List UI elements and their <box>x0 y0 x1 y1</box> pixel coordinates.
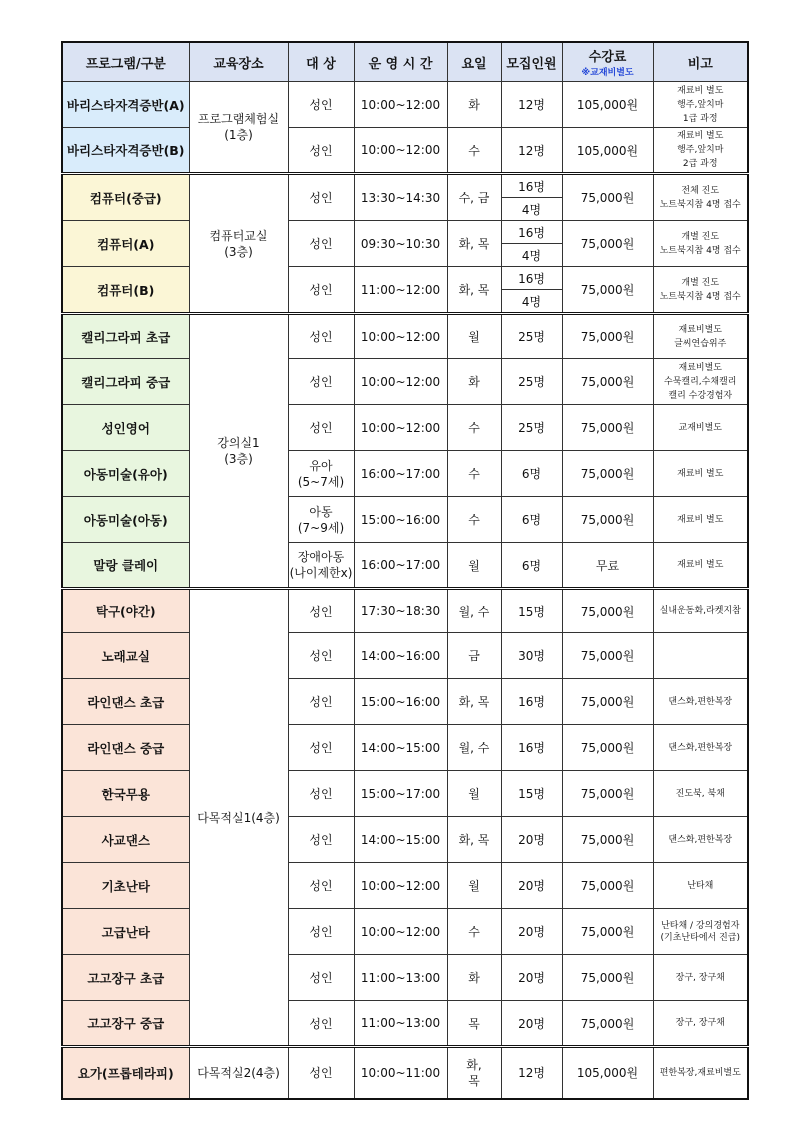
program-name: 성인영어 <box>62 405 189 451</box>
target-cell: 성인 <box>288 1047 354 1099</box>
time-cell: 10:00~12:00 <box>354 863 447 909</box>
program-name: 사교댄스 <box>62 817 189 863</box>
count-cell: 15명 <box>501 771 562 817</box>
target-cell: 성인 <box>288 817 354 863</box>
day-cell: 월, 수 <box>447 589 501 633</box>
target-cell: 성인 <box>288 405 354 451</box>
target-cell: 성인 <box>288 314 354 359</box>
target-cell: 성인 <box>288 359 354 405</box>
note-cell: 진도북, 북채 <box>653 771 748 817</box>
count-cell: 25명 <box>501 359 562 405</box>
time-cell: 10:00~12:00 <box>354 314 447 359</box>
note-cell: 재료비 별도 <box>653 497 748 543</box>
table-row <box>62 909 748 955</box>
header-note: 비고 <box>653 42 748 82</box>
target-cell: 성인 <box>288 589 354 633</box>
note-cell <box>653 633 748 679</box>
fee-cell: 75,000원 <box>562 1001 653 1047</box>
fee-cell: 75,000원 <box>562 497 653 543</box>
time-cell: 10:00~12:00 <box>354 909 447 955</box>
day-cell: 화, 목 <box>447 817 501 863</box>
header-day: 요일 <box>447 42 501 82</box>
table-row <box>62 725 748 771</box>
count-cell: 12명 <box>501 82 562 128</box>
fee-cell: 무료 <box>562 543 653 589</box>
target-cell: 성인 <box>288 679 354 725</box>
count-cell: 12명 <box>501 128 562 174</box>
count-cell: 20명 <box>501 817 562 863</box>
note-cell: 개별 진도 노트북지참 4명 접수 <box>653 267 748 314</box>
header-row <box>62 42 748 82</box>
time-cell: 09:30~10:30 <box>354 221 447 267</box>
place-cell: 다목적실2(4층) <box>189 1047 288 1099</box>
time-cell: 10:00~12:00 <box>354 128 447 174</box>
count-cell: 25명 <box>501 405 562 451</box>
target-cell: 성인 <box>288 1001 354 1047</box>
count-cell: 16명 <box>501 679 562 725</box>
program-schedule-table <box>61 41 749 1100</box>
header-count: 모집인원 <box>501 42 562 82</box>
note-cell: 재료비 별도 <box>653 543 748 589</box>
time-cell: 14:00~15:00 <box>354 817 447 863</box>
program-name: 고고장구 중급 <box>62 1001 189 1047</box>
target-cell: 성인 <box>288 863 354 909</box>
count-cell: 20명 <box>501 955 562 1001</box>
count-cell: 25명 <box>501 314 562 359</box>
note-cell: 장구, 장구채 <box>653 955 748 1001</box>
note-cell: 재료비별도 글씨연습위주 <box>653 314 748 359</box>
note-cell: 재료비별도 수묵캘리,수채캘리 캘리 수강경험자 <box>653 359 748 405</box>
header-place: 교육장소 <box>189 42 288 82</box>
count-cell: 6명 <box>501 543 562 589</box>
table-row <box>62 359 748 405</box>
header-fee-label: 수강료 <box>588 50 627 65</box>
count-laptop-cell: 4명 <box>501 290 562 314</box>
program-name: 말랑 클레이 <box>62 543 189 589</box>
time-cell: 15:00~16:00 <box>354 497 447 543</box>
day-cell: 월 <box>447 543 501 589</box>
table-row <box>62 451 748 497</box>
header-fee-note: ※교재비별도 <box>581 68 634 78</box>
table-row <box>62 863 748 909</box>
table-row <box>62 405 748 451</box>
table-row <box>62 817 748 863</box>
day-cell: 수 <box>447 451 501 497</box>
time-cell: 16:00~17:00 <box>354 543 447 589</box>
target-cell: 성인 <box>288 633 354 679</box>
count-cell: 16명 <box>501 725 562 771</box>
day-cell: 월 <box>447 863 501 909</box>
table-row <box>62 543 748 589</box>
target-cell: 성인 <box>288 771 354 817</box>
count-cell: 20명 <box>501 1001 562 1047</box>
program-name: 라인댄스 중급 <box>62 725 189 771</box>
time-cell: 17:30~18:30 <box>354 589 447 633</box>
time-cell: 16:00~17:00 <box>354 451 447 497</box>
day-cell: 화, 목 <box>447 267 501 314</box>
table-row <box>62 633 748 679</box>
fee-cell: 75,000원 <box>562 314 653 359</box>
count-cell: 16명 <box>501 174 562 198</box>
count-cell: 12명 <box>501 1047 562 1099</box>
count-cell: 30명 <box>501 633 562 679</box>
table-row <box>62 314 748 359</box>
fee-cell: 75,000원 <box>562 267 653 314</box>
target-cell: 성인 <box>288 221 354 267</box>
fee-cell: 75,000원 <box>562 909 653 955</box>
fee-cell: 75,000원 <box>562 359 653 405</box>
target-cell: 성인 <box>288 725 354 771</box>
time-cell: 14:00~15:00 <box>354 725 447 771</box>
count-cell: 20명 <box>501 863 562 909</box>
count-laptop-cell: 4명 <box>501 244 562 267</box>
fee-cell: 75,000원 <box>562 451 653 497</box>
table-row <box>62 174 748 198</box>
program-name: 캘리그라피 중급 <box>62 359 189 405</box>
day-cell: 월, 수 <box>447 725 501 771</box>
day-cell: 월 <box>447 771 501 817</box>
place-cell: 다목적실1(4층) <box>189 589 288 1047</box>
time-cell: 11:00~13:00 <box>354 1001 447 1047</box>
program-name: 컴퓨터(중급) <box>62 174 189 221</box>
day-cell: 화 <box>447 359 501 405</box>
day-cell: 화, 목 <box>447 1047 501 1099</box>
day-cell: 목 <box>447 1001 501 1047</box>
note-cell: 댄스화,편한복장 <box>653 679 748 725</box>
program-name: 탁구(야간) <box>62 589 189 633</box>
target-cell: 아동 (7~9세) <box>288 497 354 543</box>
note-cell: 재료비 별도 행주,앞치마 2급 과정 <box>653 128 748 174</box>
note-cell: 장구, 장구채 <box>653 1001 748 1047</box>
note-cell: 교재비별도 <box>653 405 748 451</box>
target-cell: 성인 <box>288 909 354 955</box>
fee-cell: 75,000원 <box>562 817 653 863</box>
fee-cell: 75,000원 <box>562 589 653 633</box>
table-row <box>62 128 748 174</box>
fee-cell: 75,000원 <box>562 633 653 679</box>
table-row <box>62 82 748 128</box>
fee-cell: 75,000원 <box>562 725 653 771</box>
target-cell: 성인 <box>288 82 354 128</box>
target-cell: 장애아동 (나이제한x) <box>288 543 354 589</box>
table-row <box>62 679 748 725</box>
day-cell: 금 <box>447 633 501 679</box>
time-cell: 10:00~12:00 <box>354 359 447 405</box>
count-cell: 6명 <box>501 497 562 543</box>
note-cell: 실내운동화,라켓지참 <box>653 589 748 633</box>
time-cell: 14:00~16:00 <box>354 633 447 679</box>
note-cell: 댄스화,편한복장 <box>653 725 748 771</box>
place-cell: 강의실1 (3층) <box>189 314 288 589</box>
count-laptop-cell: 4명 <box>501 198 562 221</box>
table-row <box>62 1047 748 1099</box>
program-name: 요가(프롭테라피) <box>62 1047 189 1099</box>
program-name: 한국무용 <box>62 771 189 817</box>
program-name: 기초난타 <box>62 863 189 909</box>
count-cell: 6명 <box>501 451 562 497</box>
program-name: 고급난타 <box>62 909 189 955</box>
day-cell: 화 <box>447 82 501 128</box>
program-name: 바리스타자격증반(A) <box>62 82 189 128</box>
time-cell: 11:00~13:00 <box>354 955 447 1001</box>
header-target: 대 상 <box>288 42 354 82</box>
day-cell: 화, 목 <box>447 679 501 725</box>
fee-cell: 105,000원 <box>562 1047 653 1099</box>
count-cell: 20명 <box>501 909 562 955</box>
day-cell: 수 <box>447 909 501 955</box>
fee-cell: 105,000원 <box>562 128 653 174</box>
target-cell: 성인 <box>288 955 354 1001</box>
target-cell: 성인 <box>288 128 354 174</box>
table-row <box>62 497 748 543</box>
day-cell: 수 <box>447 128 501 174</box>
fee-cell: 75,000원 <box>562 955 653 1001</box>
note-cell: 재료비 별도 행주,앞치마 1급 과정 <box>653 82 748 128</box>
program-name: 라인댄스 초급 <box>62 679 189 725</box>
time-cell: 10:00~12:00 <box>354 405 447 451</box>
fee-cell: 75,000원 <box>562 771 653 817</box>
program-name: 컴퓨터(B) <box>62 267 189 314</box>
note-cell: 전체 진도 노트북지참 4명 접수 <box>653 174 748 221</box>
count-cell: 16명 <box>501 267 562 290</box>
fee-cell: 75,000원 <box>562 405 653 451</box>
program-name: 아동미술(아동) <box>62 497 189 543</box>
target-cell: 유아 (5~7세) <box>288 451 354 497</box>
time-cell: 10:00~12:00 <box>354 82 447 128</box>
program-name: 노래교실 <box>62 633 189 679</box>
header-fee <box>562 42 653 82</box>
time-cell: 13:30~14:30 <box>354 174 447 221</box>
program-name: 바리스타자격증반(B) <box>62 128 189 174</box>
table-row <box>62 955 748 1001</box>
program-name: 캘리그라피 초급 <box>62 314 189 359</box>
program-name: 고고장구 초급 <box>62 955 189 1001</box>
fee-cell: 75,000원 <box>562 221 653 267</box>
fee-cell: 75,000원 <box>562 174 653 221</box>
time-cell: 15:00~17:00 <box>354 771 447 817</box>
target-cell: 성인 <box>288 174 354 221</box>
table-row <box>62 771 748 817</box>
day-cell: 화, 목 <box>447 221 501 267</box>
time-cell: 10:00~11:00 <box>354 1047 447 1099</box>
fee-cell: 105,000원 <box>562 82 653 128</box>
place-cell: 프로그램체험실 (1층) <box>189 82 288 174</box>
note-cell: 난타채 <box>653 863 748 909</box>
target-cell: 성인 <box>288 267 354 314</box>
header-time: 운 영 시 간 <box>354 42 447 82</box>
fee-cell: 75,000원 <box>562 863 653 909</box>
note-cell: 편한복장,재료비별도 <box>653 1047 748 1099</box>
time-cell: 11:00~12:00 <box>354 267 447 314</box>
count-cell: 16명 <box>501 221 562 244</box>
program-name: 컴퓨터(A) <box>62 221 189 267</box>
day-cell: 수 <box>447 405 501 451</box>
day-cell: 월 <box>447 314 501 359</box>
table-row <box>62 589 748 633</box>
day-cell: 화 <box>447 955 501 1001</box>
note-cell: 댄스화,편한복장 <box>653 817 748 863</box>
table-row <box>62 1001 748 1047</box>
table-row <box>62 267 748 290</box>
note-cell: 난타채 / 강의경험자 (기초난타에서 진급) <box>653 909 748 955</box>
day-cell: 수, 금 <box>447 174 501 221</box>
count-cell: 15명 <box>501 589 562 633</box>
note-cell: 개별 진도 노트북지참 4명 접수 <box>653 221 748 267</box>
day-cell: 수 <box>447 497 501 543</box>
place-cell: 컴퓨터교실 (3층) <box>189 174 288 314</box>
time-cell: 15:00~16:00 <box>354 679 447 725</box>
fee-cell: 75,000원 <box>562 679 653 725</box>
note-cell: 재료비 별도 <box>653 451 748 497</box>
header-program: 프로그램/구분 <box>62 42 189 82</box>
table-row <box>62 221 748 244</box>
program-name: 아동미술(유아) <box>62 451 189 497</box>
